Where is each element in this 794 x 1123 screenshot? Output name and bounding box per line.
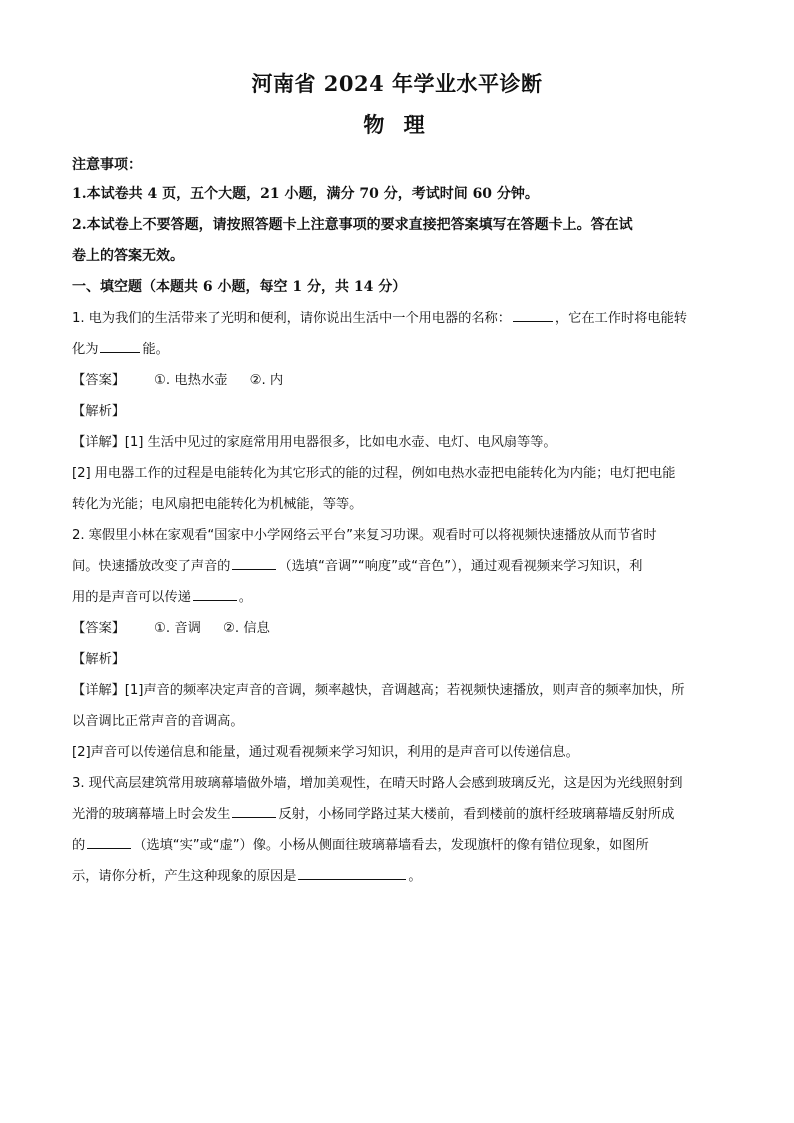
q1-text-b: ，它在工作时将电能转 <box>554 311 687 326</box>
q1-text-d: 能。 <box>142 342 169 357</box>
q1-detail-2b: 转化为光能；电风扇把电能转化为机械能，等等。 <box>72 497 363 512</box>
q3-stem-line1: 3. 现代高层建筑常用玻璃幕墙做外墙，增加美观性，在晴天时路人会感到玻璃反光，这是因为光线照射到 <box>72 776 683 791</box>
notice-line-1: 1.本试卷共 4 页，五个大题，21 小题，满分 70 分，考试时间 60 分钟。 <box>72 186 539 202</box>
q2-text-c: （选填“音调”“响度”或“音色”），通过观看视频来学习知识，利 <box>278 559 643 574</box>
q2-blank-1 <box>232 555 276 570</box>
notice-line-2a: 2.本试卷上不要答题，请按照答题卡上注意事项的要求直接把答案填写在答题卡上。答在试 <box>72 217 633 233</box>
q3-blank-2 <box>87 834 131 849</box>
q3-stem-line2 <box>72 799 722 830</box>
q2-text-b: 间。快速播放改变了声音的 <box>72 559 231 574</box>
q2-text-d: 用的是声音可以传递 <box>72 590 191 605</box>
q1-text-a: 1. 电为我们的生活带来了光明和便利，请你说出生活中一个用电器的名称： <box>72 311 511 326</box>
notice-heading: 注意事项： <box>72 157 142 173</box>
notice-block <box>72 179 722 272</box>
q2-answer-row <box>72 613 722 644</box>
q3-text-e: （选填“实”或“虚”）像。小杨从侧面往玻璃幕墙看去，发现旗杆的像有错位现象，如图所 <box>133 838 649 853</box>
section-heading: 一、填空题（本题共 6 小题，每空 1 分，共 14 分） <box>72 279 407 295</box>
q2-detail-2: [2]声音可以传递信息和能量，通过观看视频来学习知识，利用的是声音可以传递信息。 <box>72 745 579 760</box>
q3-text-b: 光滑的玻璃幕墙上时会发生 <box>72 807 231 822</box>
q3-text-d: 的 <box>72 838 86 853</box>
q2-stem-line1: 2. 寒假里小林在家观看“国家中小学网络云平台”来复习功课。观看时可以将视频快速播放从而节省时 <box>72 528 657 543</box>
q1-detail-2a: [2] 用电器工作的过程是电能转化为其它形式的能的过程，例如电热水壶把电能转化为内能；电灯把电能 <box>72 466 676 481</box>
q2-analysis-label: 【解析】 <box>72 652 126 667</box>
notice-line-2b: 卷上的答案无效。 <box>72 248 184 264</box>
q3-text-c: 反射，小杨同学路过某大楼前，看到楼前的旗杆经玻璃幕墙反射所成 <box>278 807 675 822</box>
q2-answer-1: ①. 音调 <box>154 621 201 636</box>
q2-stem-line3 <box>72 582 722 613</box>
q1-text-c: 化为 <box>72 342 99 357</box>
q3-blank-1 <box>232 803 276 818</box>
q2-stem-line2 <box>72 551 722 582</box>
q2-answer-label: 【答案】 <box>72 621 126 636</box>
q1-blank-2 <box>100 338 140 353</box>
q1-stem-line2 <box>72 334 722 365</box>
q1-stem-line1 <box>72 303 722 334</box>
subject-title: 物 理 <box>363 112 431 137</box>
q2-answer-2: ②. 信息 <box>222 621 270 636</box>
q1-blank-1 <box>513 307 553 322</box>
q3-blank-3 <box>298 865 406 880</box>
q3-text-f: 示，请你分析，产生这种现象的原因是 <box>72 869 297 884</box>
q1-detail-1: 【详解】[1] 生活中见过的家庭常用用电器很多，比如电水壶、电灯、电风扇等等。 <box>72 435 557 450</box>
q2-detail-1a: 【详解】[1]声音的频率决定声音的音调，频率越快，音调越高；若视频快速播放，则声音的频率加快，所 <box>72 683 685 698</box>
q1-answer-1: ①. 电热水壶 <box>154 373 228 388</box>
q1-answer-label: 【答案】 <box>72 373 126 388</box>
exam-title: 河南省 2024 年学业水平诊断 <box>251 71 543 96</box>
q2-blank-2 <box>193 586 237 601</box>
q1-analysis-label: 【解析】 <box>72 404 126 419</box>
q1-answer-2: ②. 内 <box>249 373 284 388</box>
q3-stem-line3 <box>72 830 722 861</box>
q1-answer-row <box>72 365 722 396</box>
q3-text-g: 。 <box>408 869 422 884</box>
q3-stem-line4 <box>72 861 722 892</box>
q2-text-e: 。 <box>238 590 252 605</box>
q2-detail-1b: 以音调比正常声音的音调高。 <box>72 714 244 729</box>
